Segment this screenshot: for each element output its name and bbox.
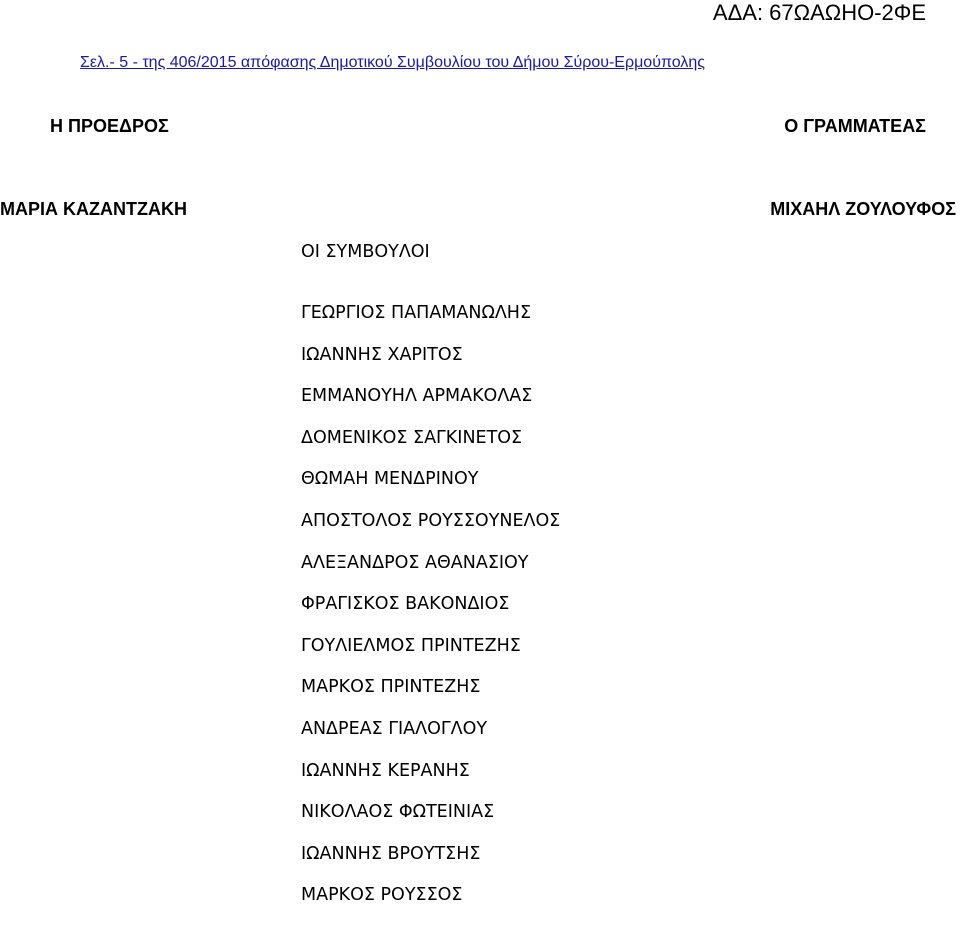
ada-code: ΑΔΑ: 67ΩΑΩΗΟ-2ΦΕ (712, 0, 926, 25)
councillor-name: ΕΜΜΑΝΟΥΗΛ ΑΡΜΑΚΟΛΑΣ (301, 386, 533, 407)
councillor-name: ΙΩΑΝΝΗΣ ΚΕΡΑΝΗΣ (301, 760, 470, 781)
councillor-list (301, 301, 560, 907)
councillor-name: ΑΛΕΞΑΝΔΡΟΣ ΑΘΑΝΑΣΙΟΥ (301, 552, 529, 573)
councillors-title: ΟΙ ΣΥΜΒΟΥΛΟΙ (301, 242, 430, 262)
councillor-name: ΦΡΑΓΙΣΚΟΣ ΒΑΚΟΝΔΙΟΣ (301, 594, 510, 615)
councillor-name: ΓΟΥΛΙΕΛΜΟΣ ΠΡΙΝΤΕΖΗΣ (301, 635, 521, 656)
secretary-name: ΜΙΧΑΗΛ ΖΟΥΛΟΥΦΟΣ (770, 199, 956, 219)
secretary-title: Ο ΓΡΑΜΜΑΤΕΑΣ (784, 116, 926, 136)
councillor-name: ΙΩΑΝΝΗΣ ΧΑΡΙΤΟΣ (301, 344, 463, 365)
page-reference: Σελ.- 5 - της 406/2015 απόφασης Δημοτικού Συμβουλίου του Δήμου Σύρου-Ερμούπολης (80, 54, 705, 71)
councillors-section (301, 240, 560, 925)
councillor-name: ΔΟΜΕΝΙΚΟΣ ΣΑΓΚΙΝΕΤΟΣ (301, 427, 523, 448)
president-name: ΜΑΡΙΑ ΚΑΖΑΝΤΖΑΚΗ (0, 199, 187, 219)
councillor-name: ΜΑΡΚΟΣ ΠΡΙΝΤΕΖΗΣ (301, 677, 481, 698)
councillor-name: ΙΩΑΝΝΗΣ ΒΡΟΥΤΣΗΣ (301, 843, 481, 864)
councillor-name: ΜΑΡΚΟΣ ΡΟΥΣΣΟΣ (301, 885, 463, 906)
councillor-name: ΓΕΩΡΓΙΟΣ ΠΑΠΑΜΑΝΩΛΗΣ (301, 303, 532, 323)
councillor-name: ΑΝΔΡΕΑΣ ΓΙΑΛΟΓΛΟΥ (301, 718, 488, 739)
councillor-name: ΑΠΟΣΤΟΛΟΣ ΡΟΥΣΣΟΥΝΕΛΟΣ (301, 510, 561, 531)
councillor-name: ΝΙΚΟΛΑΟΣ ΦΩΤΕΙΝΙΑΣ (301, 802, 495, 823)
president-title: Η ΠΡΟΕΔΡΟΣ (50, 116, 169, 136)
councillor-name: ΘΩΜΑΗ ΜΕΝΔΡΙΝΟΥ (301, 469, 479, 490)
